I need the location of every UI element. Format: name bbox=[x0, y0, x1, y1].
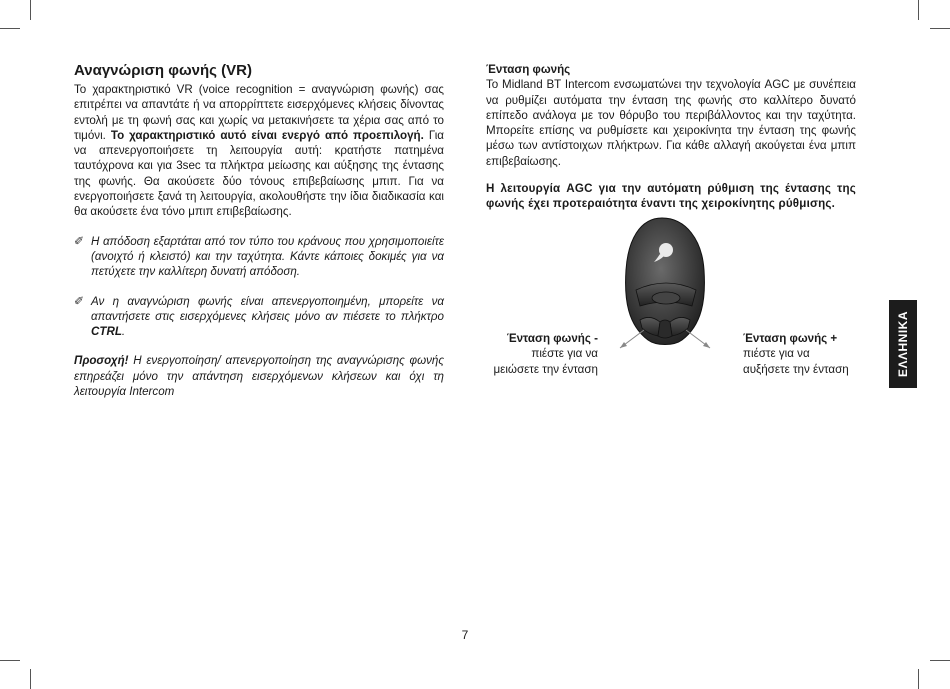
note-ctrl bbox=[74, 294, 444, 340]
crop-mark bbox=[930, 28, 950, 29]
note-text: Η απόδοση εξαρτάται από τον τύπο του κράνους που χρησιμοποιείτε (ανοιχτό ή κλειστό) και την ταχύτητα. Κάντε κάποιες δοκιμές για να πετύχετε την καλλίτερη δυνατή απόδοση. bbox=[91, 234, 444, 279]
language-tab bbox=[889, 300, 917, 388]
pencil-icon: ✐ bbox=[74, 233, 85, 248]
ctrl-key: CTRL bbox=[91, 325, 122, 339]
volume-minus-title: Ένταση φωνής - bbox=[506, 332, 598, 345]
language-tab-label: ΕΛΛΗΝΙΚΑ bbox=[896, 310, 910, 378]
page-number: 7 bbox=[461, 628, 469, 642]
note-helmet bbox=[74, 234, 444, 280]
intercom-device-illustration bbox=[600, 210, 730, 360]
crop-mark bbox=[930, 660, 950, 661]
warning-text: Η ενεργοποίηση/ απενεργοποίηση της αναγνώρισης φωνής επηρεάζει μόνο την απάντηση εισερχόμενων κλήσεων και όχι τη λειτουργία Intercom bbox=[74, 354, 444, 399]
note-ctrl-end: . bbox=[121, 325, 126, 339]
volume-minus-line2: μειώσετε την ένταση bbox=[493, 362, 598, 376]
volume-minus-line1: πιέστε για να bbox=[531, 347, 598, 361]
crop-mark bbox=[918, 669, 919, 689]
agc-paragraph: Η λειτουργία AGC για την αυτόματη ρύθμιση της έντασης της φωνής έχει προτεραιότητα έναντι της χειροκίνητης ρύθμισης. bbox=[486, 181, 856, 210]
note-text bbox=[91, 294, 444, 340]
volume-plus-line1: πιέστε για να bbox=[743, 347, 810, 361]
crop-mark bbox=[30, 0, 31, 20]
warning bbox=[74, 353, 444, 399]
pencil-icon: ✐ bbox=[74, 293, 85, 308]
crop-mark bbox=[0, 660, 20, 661]
left-column bbox=[74, 62, 444, 399]
volume-plus-label bbox=[743, 331, 863, 377]
crop-mark bbox=[0, 28, 20, 29]
volume-plus-title: Ένταση φωνής + bbox=[743, 332, 838, 345]
right-column bbox=[486, 62, 856, 223]
intro-paragraph bbox=[74, 82, 444, 220]
volume-minus-label bbox=[486, 331, 598, 377]
volume-subtitle: Ένταση φωνής bbox=[486, 63, 571, 76]
intro-text-1: Το χαρακτηριστικό VR (voice recognition = αναγνώριση φωνής) σας επιτρέπει να απαντάτε ή να απορρίπτετε εισερχόμενες κλήσεις δίνοντας εντολή με τη φωνή σας και χωρίς να μετακινήσετε τα χέρια σας από το τιμόνι. bbox=[74, 83, 444, 142]
crop-mark bbox=[918, 0, 919, 20]
warning-label: Προσοχή! bbox=[74, 354, 129, 368]
intro-bold: Το χαρακτηριστικό αυτό είναι ενεργό από προεπιλογή. bbox=[110, 128, 424, 142]
section-title: Αναγνώριση φωνής (VR) bbox=[74, 62, 252, 79]
intro-text-2: Για να απενεργοποιήσετε τη λειτουργία αυτή: κρατήστε πατημένα ταυτόχρονα και για 3sec τα πλήκτρα μείωσης και αύξησης της έντασης της φωνής. Θα ακούσετε δύο τόνους επιβεβαίωσης μπιπ. Για να ενεργοποιήσετε ξανά τη λειτουργία, ακολουθήστε την ίδια διαδικασία και θα ακούσετε ένα τόνο μπιπ επιβεβαίωσης. bbox=[74, 128, 444, 219]
volume-paragraph: Το Midland BT Intercom ενσωματώνει την τεχνολογία AGC με συνέπεια να ρυθμίζει αυτόματα την ένταση της φωνής στο καλλίτερο δυνατό επίπεδο ανάλογα με τον θόρυβο του περιβάλλοντος και την ταχύτητα. Μπορείτε επίσης να ρυθμίσετε και χειροκίνητα την ένταση της φωνής μέσω των αντίστοιχων πλήκτρων. Για κάθε αλλαγή ακούγεται ένα μπιπ επιβεβαίωσης. bbox=[486, 78, 856, 168]
volume-plus-line2: αυξήσετε την ένταση bbox=[743, 362, 849, 376]
crop-mark bbox=[30, 669, 31, 689]
note-ctrl-text: Αν η αναγνώριση φωνής είναι απενεργοποιημένη, μπορείτε να απαντήσετε στις εισερχόμενες κλήσεις μόνο αν πιέσετε το πλήκτρο bbox=[91, 294, 444, 323]
